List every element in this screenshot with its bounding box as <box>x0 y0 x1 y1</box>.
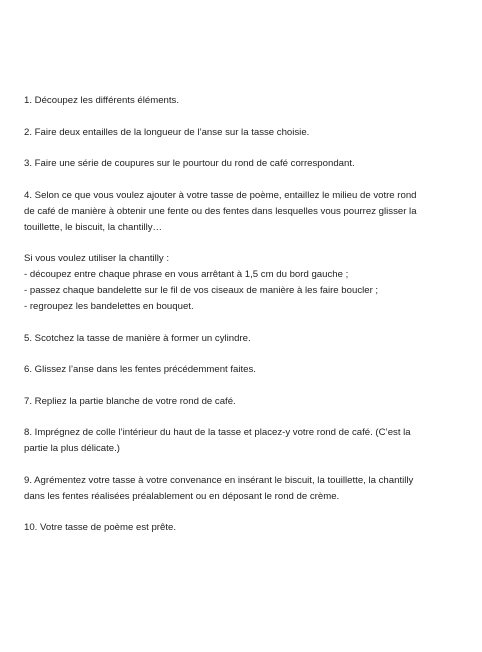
step-5 <box>24 331 464 347</box>
step-8-line-2: partie la plus délicate.) <box>24 443 120 454</box>
chantilly-intro: Si vous voulez utiliser la chantilly : <box>24 253 170 264</box>
chantilly-bullet-1: - découpez entre chaque phrase en vous arrêtant à 1,5 cm du bord gauche ; <box>24 269 349 280</box>
step-8 <box>24 425 464 457</box>
step-3-line-1: 3. Faire une série de coupures sur le pourtour du rond de café correspondant. <box>24 158 355 169</box>
step-7 <box>24 394 464 410</box>
chantilly-bullet-3: - regroupez les bandelettes en bouquet. <box>24 301 194 312</box>
step-4-line-3: touillette, le biscuit, la chantilly… <box>24 221 163 233</box>
step-6-line-1: 6. Glissez l’anse dans les fentes précédemment faites. <box>24 364 256 375</box>
instructions-document <box>24 93 464 552</box>
step-9 <box>24 473 464 505</box>
step-4 <box>24 188 464 236</box>
step-8-line-1: 8. Imprégnez de colle l’intérieur du haut de la tasse et placez-y votre rond de café. (C’est la <box>24 427 411 438</box>
step-4-line-2: de café de manière à obtenir une fente ou des fentes dans lesquelles vous pourrez glisser la <box>24 205 417 217</box>
step-2-line-1: 2. Faire deux entailles de la longueur de l’anse sur la tasse choisie. <box>24 126 310 138</box>
step-4-line-1: 4. Selon ce que vous voulez ajouter à votre tasse de poème, entaillez le milieu de votre rond <box>24 189 417 201</box>
step-1-line-1: 1. Découpez les différents éléments. <box>24 95 180 106</box>
chantilly-bullet-2: - passez chaque bandelette sur le fil de vos ciseaux de manière à les faire boucler ; <box>24 285 379 296</box>
step-3 <box>24 156 464 172</box>
chantilly-instructions <box>24 251 464 315</box>
step-10 <box>24 520 464 536</box>
step-6 <box>24 362 464 378</box>
step-2 <box>24 125 464 141</box>
step-9-line-2: dans les fentes réalisées préalablement ou en déposant le rond de crème. <box>24 490 340 502</box>
step-7-line-1: 7. Repliez la partie blanche de votre rond de café. <box>24 395 236 407</box>
step-9-line-1: 9. Agrémentez votre tasse à votre convenance en insérant le biscuit, la touillette, la chantilly <box>24 474 414 486</box>
step-10-line-1: 10. Votre tasse de poème est prête. <box>24 522 176 533</box>
step-1 <box>24 93 464 109</box>
step-5-line-1: 5. Scotchez la tasse de manière à former un cylindre. <box>24 332 251 344</box>
